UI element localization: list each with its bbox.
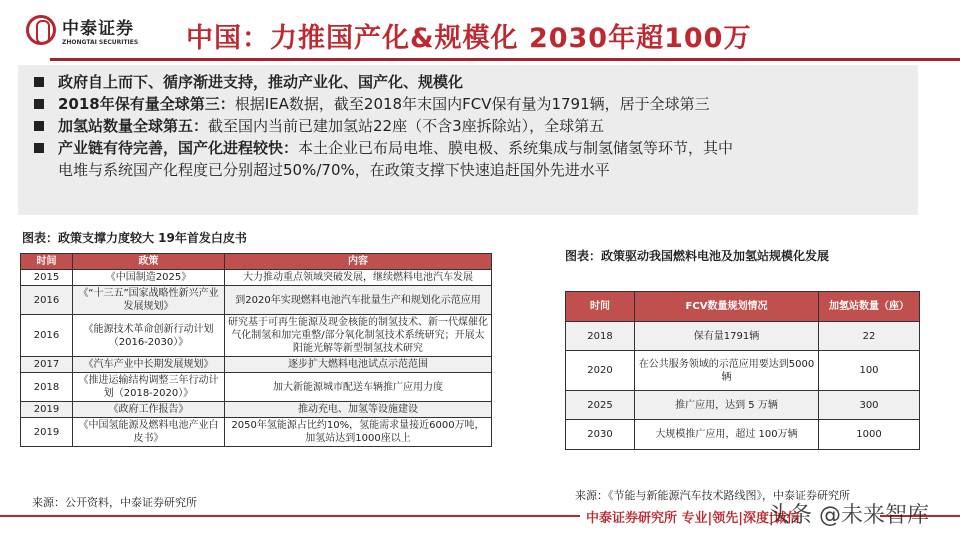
table-cell: 《汽车产业中长期发展规划》 xyxy=(73,357,225,373)
table-cell: 推广应用，达到 5 万辆 xyxy=(635,391,819,420)
bullet-item: 加氢站数量全球第五：截至国内当前已建加氢站22座（不含3座拆除站），全球第五 xyxy=(34,115,908,137)
logo-cn: 中泰证券 xyxy=(62,19,134,39)
table-cell: 大规模推广应用，超过 100万辆 xyxy=(635,420,819,450)
table-cell: 2018 xyxy=(21,373,73,402)
table-row xyxy=(21,418,492,447)
logo xyxy=(26,14,138,46)
table-row xyxy=(21,402,492,418)
table-cell: 加大新能源城市配送车辆推广应用力度 xyxy=(225,373,492,402)
table-row xyxy=(21,315,492,357)
table-cell: 2025 xyxy=(566,391,635,420)
table-cell: 300 xyxy=(819,391,920,420)
bullet-item: 电堆与系统国产化程度已分别超过50%/70%，在政策支撑下快速追赶国外先进水平 xyxy=(58,161,610,179)
bullet-item: 政府自上而下、循序渐进支持，推动产业化、国产化、规模化 xyxy=(34,71,908,93)
left-caption: 图表：政策支撑力度较大 19年首发白皮书 xyxy=(22,231,247,245)
divider xyxy=(0,515,580,517)
footer-text: 中泰证券研究所 专业|领先|深度|诚信 xyxy=(582,507,804,526)
table-cell: 《能源技术革命创新行动计划（2016-2030）》 xyxy=(73,315,225,357)
table-cell: 保有量1791辆 xyxy=(635,322,819,351)
logo-icon xyxy=(26,15,56,45)
table-cell: 2030 xyxy=(566,420,635,450)
table-cell: 2016 xyxy=(21,286,73,315)
table-cell: 大力推动重点领域突破发展，继续燃料电池汽车发展 xyxy=(225,270,492,286)
watermark: 头条 @未来智库 xyxy=(768,503,929,528)
table-row xyxy=(566,420,920,450)
table-cell: 《“十三五”国家战略性新兴产业发展规划》 xyxy=(73,286,225,315)
table-cell: 2019 xyxy=(21,418,73,447)
table-row xyxy=(21,357,492,373)
table-cell: 推动充电、加氢等设施建设 xyxy=(225,402,492,418)
table-cell: 逐步扩大燃料电池试点示范范围 xyxy=(225,357,492,373)
table-cell: 《政府工作报告》 xyxy=(73,402,225,418)
right-source: 来源：《节能与新能源汽车技术路线图》，中泰证券研究所 xyxy=(575,489,850,502)
right-caption: 图表：政策驱动我国燃料电池及加氢站规模化发展 xyxy=(565,249,830,263)
table-cell: 到2020年实现燃料电池汽车批量生产和规划化示范应用 xyxy=(225,286,492,315)
table-cell: 2018 xyxy=(566,322,635,351)
col-header: 内容 xyxy=(225,254,492,270)
table-row xyxy=(566,351,920,391)
table-cell: 《中国氢能源及燃料电池产业白皮书》 xyxy=(73,418,225,447)
table-cell: 研究基于可再生能源及现金核能的制氢技术、新一代煤催化气化制氢和加完重整/部分氧化制氢技术系统研究；开展太阳能光解等新型制氢技术研究 xyxy=(225,315,492,357)
plan-table xyxy=(565,291,920,450)
bullet-item: 2018年保有量全球第三：根据IEA数据，截至2018年末国内FCV保有量为1791辆，居于全球第三 xyxy=(34,93,908,115)
table-row xyxy=(566,322,920,351)
table-row xyxy=(566,391,920,420)
col-header: 政策 xyxy=(73,254,225,270)
bullet-item: 产业链有待完善，国产化进程较快：本土企业已布局电堆、膜电极、系统集成与制氢储氢等环节，其中 xyxy=(34,137,908,159)
table-cell: 2016 xyxy=(21,315,73,357)
table-cell: 《中国制造2025》 xyxy=(73,270,225,286)
table-cell: 100 xyxy=(819,351,920,391)
left-source: 来源：公开资料，中泰证券研究所 xyxy=(32,496,197,509)
col-header: 时间 xyxy=(21,254,73,270)
col-header: FCV数量规划情况 xyxy=(635,292,819,322)
table-cell: 1000 xyxy=(819,420,920,450)
table-cell: 2019 xyxy=(21,402,73,418)
table-row xyxy=(21,373,492,402)
table-row xyxy=(21,286,492,315)
policy-table xyxy=(20,253,492,447)
page-title: 中国：力推国产化&规模化 2030年超100万 xyxy=(186,23,752,54)
logo-en: ZHONGTAI SECURITIES xyxy=(62,39,139,46)
table-cell: 在公共服务领域的示范应用要达到5000 辆 xyxy=(635,351,819,391)
table-cell: 22 xyxy=(819,322,920,351)
table-cell: 2050年氢能源占比约10%，氢能需求量接近6000万吨，加氢站达到1000座以上 xyxy=(225,418,492,447)
table-row xyxy=(21,270,492,286)
table-cell: 《推进运输结构调整三年行动计划（2018-2020）》 xyxy=(73,373,225,402)
col-header: 时间 xyxy=(566,292,635,322)
table-cell: 2020 xyxy=(566,351,635,391)
bullet-box xyxy=(18,65,918,215)
col-header: 加氢站数量（座） xyxy=(819,292,920,322)
table-cell: 2017 xyxy=(21,357,73,373)
table-cell: 2015 xyxy=(21,270,73,286)
divider xyxy=(50,58,960,61)
